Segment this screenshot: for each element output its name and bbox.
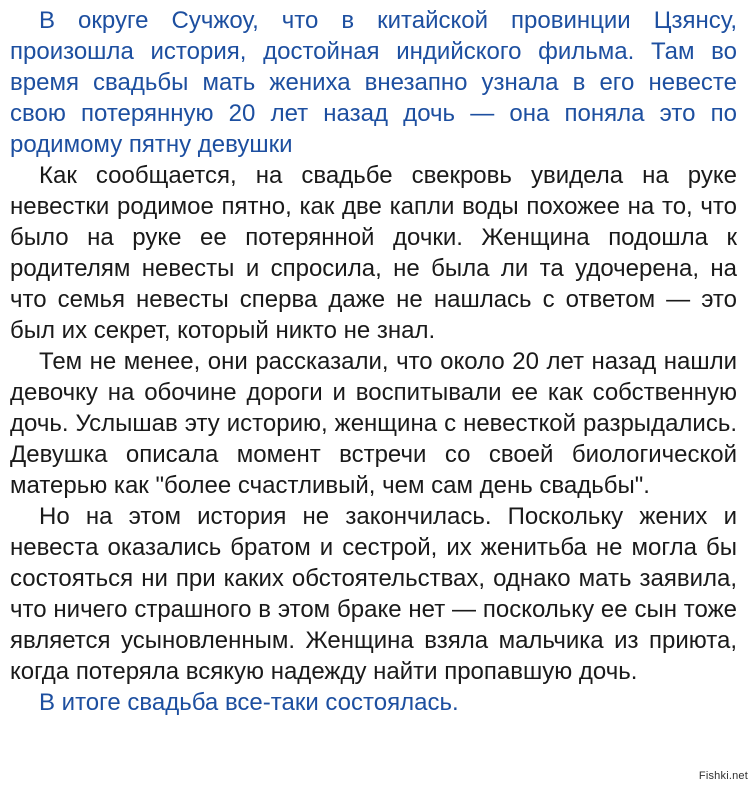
paragraph-intro: В округе Сучжоу, что в китайской провинции Цзянсу, произошла история, достойная индийского фильма. Там во время свадьбы мать жениха внезапно узнала в его невесте свою потерянную 20 лет назад дочь — она поняла это по родимому пятну девушки [10, 7, 737, 158]
paragraph-conclusion: В итоге свадьба все-таки состоялась. [39, 689, 459, 716]
paragraph-adoption: Тем не менее, они рассказали, что около 20 лет назад нашли девочку на обочине дороги и воспитывали ее как собственную дочь. Услышав эту историю, женщина с невесткой разрыдались. Девушка описала момент встречи со своей биологической матерью как "более счастливый, чем сам день свадьбы". [10, 348, 737, 499]
watermark: Fishki.net [698, 770, 748, 782]
article-body [10, 5, 737, 718]
paragraph-siblings: Но на этом история не закончилась. Поскольку жених и невеста оказались братом и сестрой, их женитьба не могла бы состояться ни при каких обстоятельствах, однако мать заявила, что ничего страшного в этом браке нет — поскольку ее сын тоже является усыновленным. Женщина взяла мальчика из приюта, когда потеряла всякую надежду найти пропавшую дочь. [10, 503, 737, 685]
paragraph-birthmark: Как сообщается, на свадьбе свекровь увидела на руке невестки родимое пятно, как две капли воды похожее на то, что было на руке ее потерянной дочки. Женщина подошла к родителям невесты и спросила, не была ли та удочерена, на что семья невесты сперва даже не нашлась с ответом — это был их секрет, который никто не знал. [10, 162, 737, 344]
